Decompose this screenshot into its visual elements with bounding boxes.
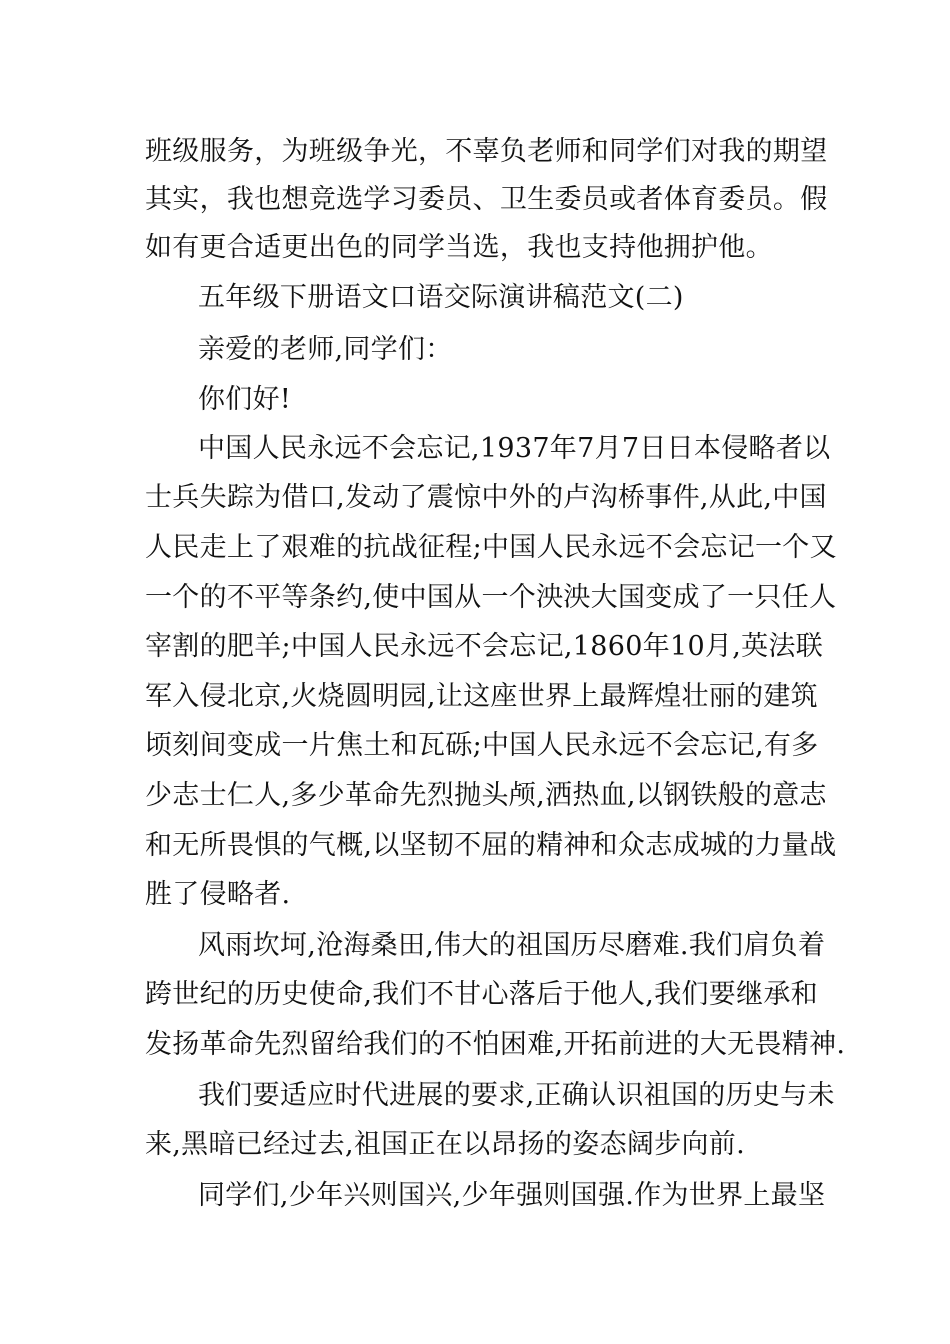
text-line: 军入侵北京,火烧圆明园,让这座世界上最辉煌壮丽的建筑 [145, 681, 818, 712]
text-line: 一个的不平等条约,使中国从一个泱泱大国变成了一只任人 [145, 582, 837, 613]
text-line: 人民走上了艰难的抗战征程;中国人民永远不会忘记一个又 [145, 532, 837, 563]
text-line: 少志士仁人,多少革命先烈抛头颅,洒热血,以钢铁般的意志 [145, 780, 827, 811]
text-line: 和无所畏惧的气概,以坚韧不屈的精神和众志成城的力量战 [145, 830, 837, 861]
text-line: 如有更合适更出色的同学当选，我也支持他拥护他。 [145, 232, 773, 263]
text-line: 跨世纪的历史使命,我们不甘心落后于他人,我们要继承和 [145, 979, 818, 1010]
text-line: 顷刻间变成一片焦土和瓦砾;中国人民永远不会忘记,有多 [145, 730, 819, 761]
text-line: 中国人民永远不会忘记,1937年7月7日日本侵略者以 [198, 433, 831, 464]
text-line: 来,黑暗已经过去,祖国正在以昂扬的姿态阔步向前. [145, 1129, 745, 1160]
text-line: 其实，我也想竞选学习委员、卫生委员或者体育委员。假 [145, 184, 828, 215]
text-line: 发扬革命先烈留给我们的不怕困难,开拓前进的大无畏精神. [145, 1029, 846, 1060]
section-heading: 五年级下册语文口语交际演讲稿范文(二) [198, 282, 684, 313]
text-line: 宰割的肥羊;中国人民永远不会忘记,1860年10月,英法联 [145, 631, 824, 662]
text-line: 风雨坎坷,沧海桑田,伟大的祖国历尽磨难.我们肩负着 [198, 930, 826, 961]
text-line: 胜了侵略者. [145, 879, 291, 910]
text-line: 士兵失踪为借口,发动了震惊中外的卢沟桥事件,从此,中国 [145, 482, 827, 513]
greeting: 你们好! [198, 384, 292, 415]
text-line: 我们要适应时代进展的要求,正确认识祖国的历史与未 [198, 1080, 835, 1111]
salutation: 亲爱的老师,同学们： [198, 334, 453, 365]
text-line: 班级服务，为班级争光，不辜负老师和同学们对我的期望 [145, 136, 828, 167]
text-line: 同学们,少年兴则国兴,少年强则国强.作为世界上最坚 [198, 1180, 826, 1211]
